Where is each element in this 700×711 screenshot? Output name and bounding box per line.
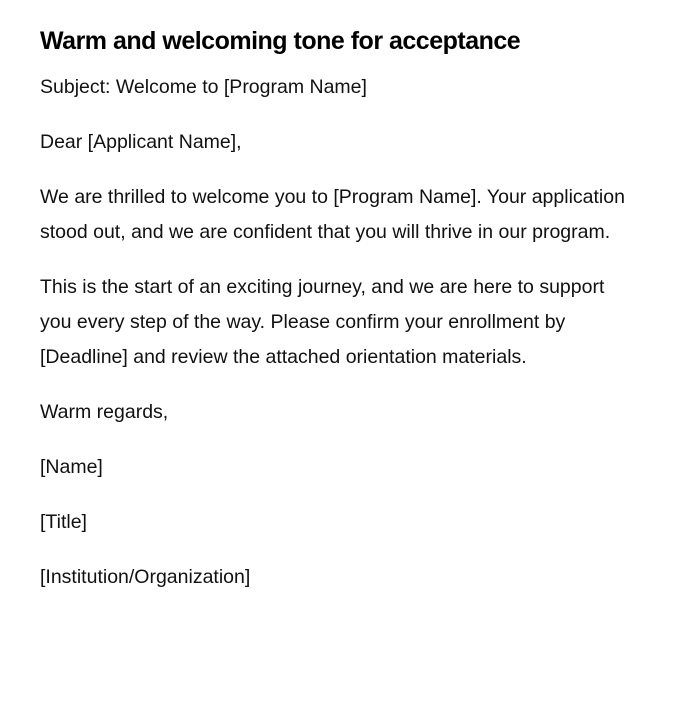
signature-organization: [Institution/Organization] bbox=[40, 566, 251, 588]
subject-line: Subject: Welcome to [Program Name] bbox=[40, 76, 367, 98]
greeting: Dear [Applicant Name], bbox=[40, 131, 242, 153]
body-paragraph-2: This is the start of an exciting journey, and we are here to support you every step of the way. Please confirm your enrollment by [Deadline] and review the attached orientation materials. bbox=[40, 276, 605, 368]
document-title: Warm and welcoming tone for acceptance bbox=[40, 27, 521, 55]
signature-name: [Name] bbox=[40, 456, 103, 478]
signature-title: [Title] bbox=[40, 511, 87, 533]
body-paragraph-1: We are thrilled to welcome you to [Program Name]. Your application stood out, and we are confident that you will thrive in our program. bbox=[40, 186, 625, 243]
closing: Warm regards, bbox=[40, 401, 169, 423]
